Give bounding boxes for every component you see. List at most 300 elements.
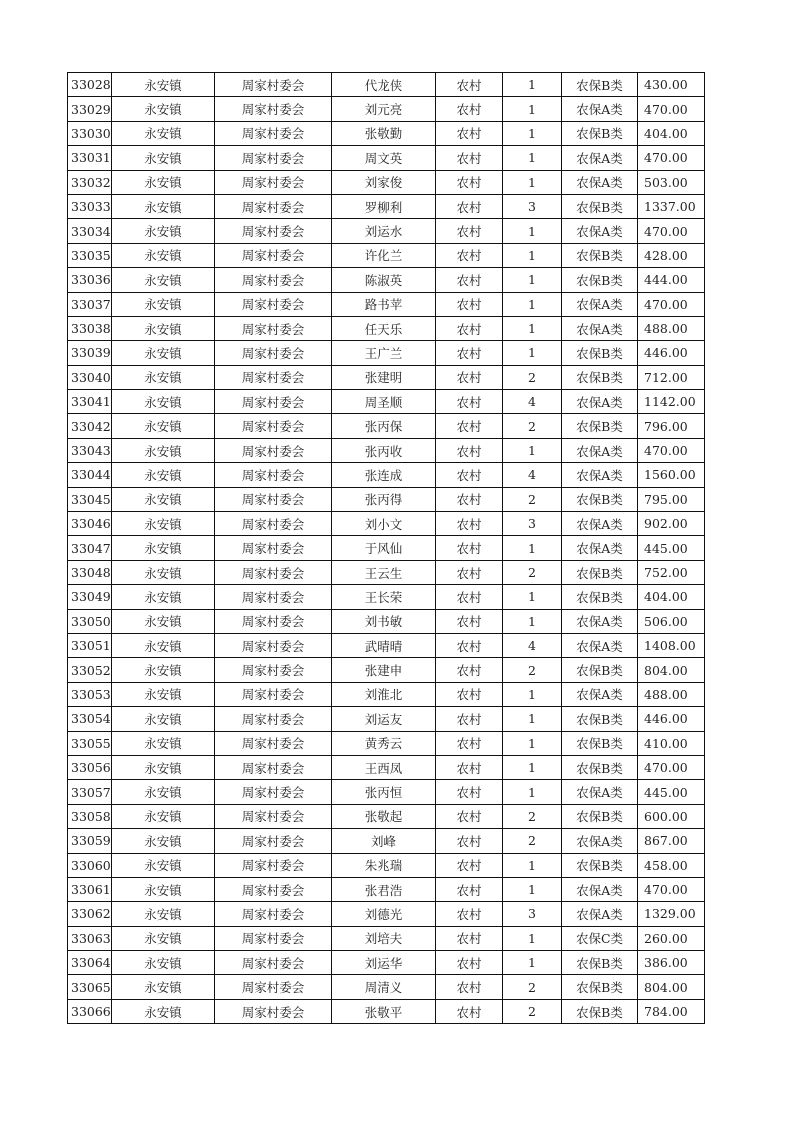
household-count-cell: 1	[503, 731, 562, 755]
household-count-cell: 1	[503, 853, 562, 877]
record-id-cell: 33040	[68, 365, 112, 389]
household-count-cell: 1	[503, 243, 562, 267]
household-count-cell: 2	[503, 414, 562, 438]
village-cell: 周家村委会	[215, 731, 332, 755]
person-name-cell: 刘淮北	[332, 682, 436, 706]
town-cell: 永安镇	[112, 999, 215, 1023]
area-type-cell: 农村	[436, 97, 503, 121]
person-name-cell: 代龙侠	[332, 73, 436, 97]
insurance-category-cell: 农保A类	[562, 512, 638, 536]
insurance-category-cell: 农保A类	[562, 438, 638, 462]
table-row	[68, 219, 705, 243]
insurance-category-cell: 农保B类	[562, 487, 638, 511]
village-cell: 周家村委会	[215, 170, 332, 194]
village-cell: 周家村委会	[215, 487, 332, 511]
household-count-cell: 1	[503, 219, 562, 243]
amount-cell: 458.00	[638, 853, 705, 877]
record-id-cell: 33032	[68, 170, 112, 194]
town-cell: 永安镇	[112, 853, 215, 877]
amount-cell: 804.00	[638, 658, 705, 682]
person-name-cell: 刘运友	[332, 707, 436, 731]
person-name-cell: 黄秀云	[332, 731, 436, 755]
insurance-category-cell: 农保A类	[562, 682, 638, 706]
area-type-cell: 农村	[436, 341, 503, 365]
insurance-category-cell: 农保B类	[562, 853, 638, 877]
table-row	[68, 951, 705, 975]
insurance-category-cell: 农保B类	[562, 560, 638, 584]
town-cell: 永安镇	[112, 146, 215, 170]
village-cell: 周家村委会	[215, 341, 332, 365]
record-id-cell: 33056	[68, 755, 112, 779]
record-id-cell: 33042	[68, 414, 112, 438]
person-name-cell: 罗柳利	[332, 194, 436, 218]
amount-cell: 445.00	[638, 536, 705, 560]
amount-cell: 470.00	[638, 97, 705, 121]
town-cell: 永安镇	[112, 73, 215, 97]
household-count-cell: 2	[503, 999, 562, 1023]
record-id-cell: 33063	[68, 926, 112, 950]
table-row	[68, 829, 705, 853]
household-count-cell: 4	[503, 390, 562, 414]
record-id-cell: 33028	[68, 73, 112, 97]
village-cell: 周家村委会	[215, 512, 332, 536]
amount-cell: 446.00	[638, 341, 705, 365]
person-name-cell: 刘元亮	[332, 97, 436, 121]
household-count-cell: 4	[503, 463, 562, 487]
amount-cell: 1337.00	[638, 194, 705, 218]
person-name-cell: 周文英	[332, 146, 436, 170]
record-id-cell: 33045	[68, 487, 112, 511]
person-name-cell: 刘运华	[332, 951, 436, 975]
table-row	[68, 731, 705, 755]
table-row	[68, 268, 705, 292]
table-row	[68, 73, 705, 97]
person-name-cell: 王云生	[332, 560, 436, 584]
record-id-cell: 33057	[68, 780, 112, 804]
insurance-category-cell: 农保A类	[562, 609, 638, 633]
table-row	[68, 560, 705, 584]
town-cell: 永安镇	[112, 609, 215, 633]
insurance-category-cell: 农保A类	[562, 170, 638, 194]
area-type-cell: 农村	[436, 609, 503, 633]
amount-cell: 1142.00	[638, 390, 705, 414]
record-id-cell: 33039	[68, 341, 112, 365]
record-id-cell: 33046	[68, 512, 112, 536]
area-type-cell: 农村	[436, 487, 503, 511]
area-type-cell: 农村	[436, 707, 503, 731]
table-row	[68, 609, 705, 633]
insurance-category-cell: 农保B类	[562, 707, 638, 731]
insurance-category-cell: 农保B类	[562, 755, 638, 779]
person-name-cell: 周圣顺	[332, 390, 436, 414]
person-name-cell: 刘书敏	[332, 609, 436, 633]
household-count-cell: 1	[503, 926, 562, 950]
person-name-cell: 王广兰	[332, 341, 436, 365]
village-cell: 周家村委会	[215, 707, 332, 731]
household-count-cell: 3	[503, 512, 562, 536]
person-name-cell: 刘培夫	[332, 926, 436, 950]
town-cell: 永安镇	[112, 487, 215, 511]
insurance-category-cell: 农保B类	[562, 658, 638, 682]
amount-cell: 1560.00	[638, 463, 705, 487]
table-row	[68, 292, 705, 316]
area-type-cell: 农村	[436, 146, 503, 170]
area-type-cell: 农村	[436, 902, 503, 926]
amount-cell: 470.00	[638, 877, 705, 901]
household-count-cell: 2	[503, 487, 562, 511]
area-type-cell: 农村	[436, 585, 503, 609]
town-cell: 永安镇	[112, 292, 215, 316]
household-count-cell: 1	[503, 292, 562, 316]
area-type-cell: 农村	[436, 194, 503, 218]
amount-cell: 470.00	[638, 292, 705, 316]
village-cell: 周家村委会	[215, 268, 332, 292]
record-id-cell: 33054	[68, 707, 112, 731]
table-row	[68, 707, 705, 731]
record-id-cell: 33036	[68, 268, 112, 292]
amount-cell: 404.00	[638, 585, 705, 609]
table-row	[68, 633, 705, 657]
household-count-cell: 1	[503, 316, 562, 340]
amount-cell: 410.00	[638, 731, 705, 755]
table-row	[68, 438, 705, 462]
insurance-category-cell: 农保B类	[562, 365, 638, 389]
village-cell: 周家村委会	[215, 877, 332, 901]
village-cell: 周家村委会	[215, 316, 332, 340]
town-cell: 永安镇	[112, 585, 215, 609]
table-row	[68, 853, 705, 877]
area-type-cell: 农村	[436, 951, 503, 975]
table-body	[68, 73, 705, 1024]
village-cell: 周家村委会	[215, 585, 332, 609]
area-type-cell: 农村	[436, 731, 503, 755]
table-row	[68, 97, 705, 121]
town-cell: 永安镇	[112, 390, 215, 414]
town-cell: 永安镇	[112, 877, 215, 901]
insurance-category-cell: 农保A类	[562, 780, 638, 804]
village-cell: 周家村委会	[215, 365, 332, 389]
record-id-cell: 33060	[68, 853, 112, 877]
person-name-cell: 张敬起	[332, 804, 436, 828]
town-cell: 永安镇	[112, 341, 215, 365]
area-type-cell: 农村	[436, 365, 503, 389]
insurance-category-cell: 农保B类	[562, 999, 638, 1023]
amount-cell: 784.00	[638, 999, 705, 1023]
town-cell: 永安镇	[112, 365, 215, 389]
town-cell: 永安镇	[112, 951, 215, 975]
town-cell: 永安镇	[112, 707, 215, 731]
village-cell: 周家村委会	[215, 975, 332, 999]
insurance-category-cell: 农保B类	[562, 414, 638, 438]
area-type-cell: 农村	[436, 414, 503, 438]
household-count-cell: 1	[503, 536, 562, 560]
table-row	[68, 755, 705, 779]
household-count-cell: 2	[503, 365, 562, 389]
insurance-category-cell: 农保A类	[562, 633, 638, 657]
insurance-category-cell: 农保B类	[562, 73, 638, 97]
amount-cell: 1329.00	[638, 902, 705, 926]
village-cell: 周家村委会	[215, 633, 332, 657]
household-count-cell: 4	[503, 633, 562, 657]
village-cell: 周家村委会	[215, 292, 332, 316]
area-type-cell: 农村	[436, 316, 503, 340]
table-row	[68, 999, 705, 1023]
town-cell: 永安镇	[112, 658, 215, 682]
area-type-cell: 农村	[436, 292, 503, 316]
person-name-cell: 张建明	[332, 365, 436, 389]
table-row	[68, 390, 705, 414]
area-type-cell: 农村	[436, 121, 503, 145]
household-count-cell: 2	[503, 975, 562, 999]
person-name-cell: 张丙保	[332, 414, 436, 438]
table-row	[68, 194, 705, 218]
household-count-cell: 2	[503, 804, 562, 828]
household-count-cell: 2	[503, 560, 562, 584]
insurance-category-cell: 农保A类	[562, 219, 638, 243]
record-id-cell: 33047	[68, 536, 112, 560]
person-name-cell: 刘峰	[332, 829, 436, 853]
record-id-cell: 33029	[68, 97, 112, 121]
area-type-cell: 农村	[436, 999, 503, 1023]
household-count-cell: 1	[503, 682, 562, 706]
insurance-category-cell: 农保B类	[562, 268, 638, 292]
person-name-cell: 张丙收	[332, 438, 436, 462]
town-cell: 永安镇	[112, 194, 215, 218]
village-cell: 周家村委会	[215, 536, 332, 560]
town-cell: 永安镇	[112, 682, 215, 706]
village-cell: 周家村委会	[215, 780, 332, 804]
record-id-cell: 33033	[68, 194, 112, 218]
amount-cell: 1408.00	[638, 633, 705, 657]
insurance-category-cell: 农保B类	[562, 585, 638, 609]
town-cell: 永安镇	[112, 512, 215, 536]
amount-cell: 404.00	[638, 121, 705, 145]
area-type-cell: 农村	[436, 877, 503, 901]
insurance-category-cell: 农保A类	[562, 463, 638, 487]
record-id-cell: 33059	[68, 829, 112, 853]
person-name-cell: 张君浩	[332, 877, 436, 901]
village-cell: 周家村委会	[215, 609, 332, 633]
table-row	[68, 585, 705, 609]
town-cell: 永安镇	[112, 463, 215, 487]
person-name-cell: 王西凤	[332, 755, 436, 779]
area-type-cell: 农村	[436, 390, 503, 414]
town-cell: 永安镇	[112, 243, 215, 267]
area-type-cell: 农村	[436, 755, 503, 779]
amount-cell: 867.00	[638, 829, 705, 853]
amount-cell: 503.00	[638, 170, 705, 194]
record-id-cell: 33049	[68, 585, 112, 609]
amount-cell: 260.00	[638, 926, 705, 950]
household-count-cell: 1	[503, 585, 562, 609]
household-count-cell: 1	[503, 121, 562, 145]
village-cell: 周家村委会	[215, 463, 332, 487]
person-name-cell: 路书苹	[332, 292, 436, 316]
area-type-cell: 农村	[436, 926, 503, 950]
amount-cell: 470.00	[638, 146, 705, 170]
insurance-category-cell: 农保B类	[562, 951, 638, 975]
person-name-cell: 张连成	[332, 463, 436, 487]
amount-cell: 712.00	[638, 365, 705, 389]
village-cell: 周家村委会	[215, 682, 332, 706]
insurance-category-cell: 农保A类	[562, 536, 638, 560]
area-type-cell: 农村	[436, 682, 503, 706]
village-cell: 周家村委会	[215, 926, 332, 950]
area-type-cell: 农村	[436, 219, 503, 243]
table-row	[68, 414, 705, 438]
record-id-cell: 33030	[68, 121, 112, 145]
town-cell: 永安镇	[112, 121, 215, 145]
record-id-cell: 33050	[68, 609, 112, 633]
insurance-category-cell: 农保C类	[562, 926, 638, 950]
insurance-category-cell: 农保A类	[562, 97, 638, 121]
table-row	[68, 463, 705, 487]
table-row	[68, 804, 705, 828]
area-type-cell: 农村	[436, 170, 503, 194]
village-cell: 周家村委会	[215, 194, 332, 218]
table-row	[68, 487, 705, 511]
amount-cell: 488.00	[638, 682, 705, 706]
village-cell: 周家村委会	[215, 999, 332, 1023]
household-count-cell: 1	[503, 97, 562, 121]
village-cell: 周家村委会	[215, 853, 332, 877]
household-count-cell: 2	[503, 658, 562, 682]
area-type-cell: 农村	[436, 829, 503, 853]
table-row	[68, 146, 705, 170]
household-count-cell: 1	[503, 951, 562, 975]
area-type-cell: 农村	[436, 463, 503, 487]
town-cell: 永安镇	[112, 902, 215, 926]
amount-cell: 796.00	[638, 414, 705, 438]
village-cell: 周家村委会	[215, 755, 332, 779]
record-id-cell: 33053	[68, 682, 112, 706]
insurance-category-cell: 农保A类	[562, 877, 638, 901]
record-id-cell: 33044	[68, 463, 112, 487]
town-cell: 永安镇	[112, 170, 215, 194]
table-row	[68, 682, 705, 706]
town-cell: 永安镇	[112, 316, 215, 340]
town-cell: 永安镇	[112, 97, 215, 121]
area-type-cell: 农村	[436, 268, 503, 292]
person-name-cell: 刘德光	[332, 902, 436, 926]
person-name-cell: 张敬勤	[332, 121, 436, 145]
town-cell: 永安镇	[112, 731, 215, 755]
person-name-cell: 刘家俊	[332, 170, 436, 194]
amount-cell: 444.00	[638, 268, 705, 292]
village-cell: 周家村委会	[215, 804, 332, 828]
insurance-category-cell: 农保A类	[562, 292, 638, 316]
area-type-cell: 农村	[436, 780, 503, 804]
insurance-category-cell: 农保B类	[562, 341, 638, 365]
record-id-cell: 33061	[68, 877, 112, 901]
area-type-cell: 农村	[436, 633, 503, 657]
record-id-cell: 33051	[68, 633, 112, 657]
household-count-cell: 1	[503, 438, 562, 462]
table-row	[68, 536, 705, 560]
village-cell: 周家村委会	[215, 902, 332, 926]
household-count-cell: 1	[503, 73, 562, 97]
household-count-cell: 3	[503, 902, 562, 926]
area-type-cell: 农村	[436, 975, 503, 999]
table-row	[68, 316, 705, 340]
table-row	[68, 975, 705, 999]
person-name-cell: 任天乐	[332, 316, 436, 340]
table-row	[68, 658, 705, 682]
town-cell: 永安镇	[112, 219, 215, 243]
household-count-cell: 1	[503, 170, 562, 194]
amount-cell: 600.00	[638, 804, 705, 828]
village-cell: 周家村委会	[215, 146, 332, 170]
table-row	[68, 121, 705, 145]
area-type-cell: 农村	[436, 438, 503, 462]
person-name-cell: 刘小文	[332, 512, 436, 536]
record-id-cell: 33034	[68, 219, 112, 243]
amount-cell: 428.00	[638, 243, 705, 267]
area-type-cell: 农村	[436, 658, 503, 682]
amount-cell: 445.00	[638, 780, 705, 804]
person-name-cell: 陈淑英	[332, 268, 436, 292]
record-id-cell: 33058	[68, 804, 112, 828]
person-name-cell: 张建申	[332, 658, 436, 682]
household-count-cell: 1	[503, 268, 562, 292]
town-cell: 永安镇	[112, 414, 215, 438]
table-row	[68, 902, 705, 926]
area-type-cell: 农村	[436, 560, 503, 584]
person-name-cell: 武晴晴	[332, 633, 436, 657]
amount-cell: 804.00	[638, 975, 705, 999]
table-row	[68, 780, 705, 804]
record-id-cell: 33041	[68, 390, 112, 414]
record-id-cell: 33066	[68, 999, 112, 1023]
table-row	[68, 926, 705, 950]
insurance-category-cell: 农保A类	[562, 829, 638, 853]
amount-cell: 902.00	[638, 512, 705, 536]
village-cell: 周家村委会	[215, 829, 332, 853]
area-type-cell: 农村	[436, 536, 503, 560]
insurance-category-cell: 农保B类	[562, 243, 638, 267]
area-type-cell: 农村	[436, 73, 503, 97]
record-id-cell: 33048	[68, 560, 112, 584]
village-cell: 周家村委会	[215, 97, 332, 121]
person-name-cell: 于风仙	[332, 536, 436, 560]
insurance-category-cell: 农保B类	[562, 731, 638, 755]
record-id-cell: 33055	[68, 731, 112, 755]
table-row	[68, 243, 705, 267]
person-name-cell: 周清义	[332, 975, 436, 999]
town-cell: 永安镇	[112, 268, 215, 292]
town-cell: 永安镇	[112, 633, 215, 657]
town-cell: 永安镇	[112, 438, 215, 462]
household-count-cell: 3	[503, 194, 562, 218]
record-id-cell: 33038	[68, 316, 112, 340]
town-cell: 永安镇	[112, 926, 215, 950]
record-id-cell: 33062	[68, 902, 112, 926]
amount-cell: 470.00	[638, 755, 705, 779]
record-id-cell: 33052	[68, 658, 112, 682]
insurance-category-cell: 农保A类	[562, 390, 638, 414]
household-count-cell: 1	[503, 146, 562, 170]
household-count-cell: 2	[503, 829, 562, 853]
amount-cell: 386.00	[638, 951, 705, 975]
town-cell: 永安镇	[112, 975, 215, 999]
amount-cell: 470.00	[638, 219, 705, 243]
person-name-cell: 张丙恒	[332, 780, 436, 804]
table-row	[68, 877, 705, 901]
person-name-cell: 张敬平	[332, 999, 436, 1023]
insurance-category-cell: 农保B类	[562, 121, 638, 145]
town-cell: 永安镇	[112, 829, 215, 853]
village-cell: 周家村委会	[215, 438, 332, 462]
